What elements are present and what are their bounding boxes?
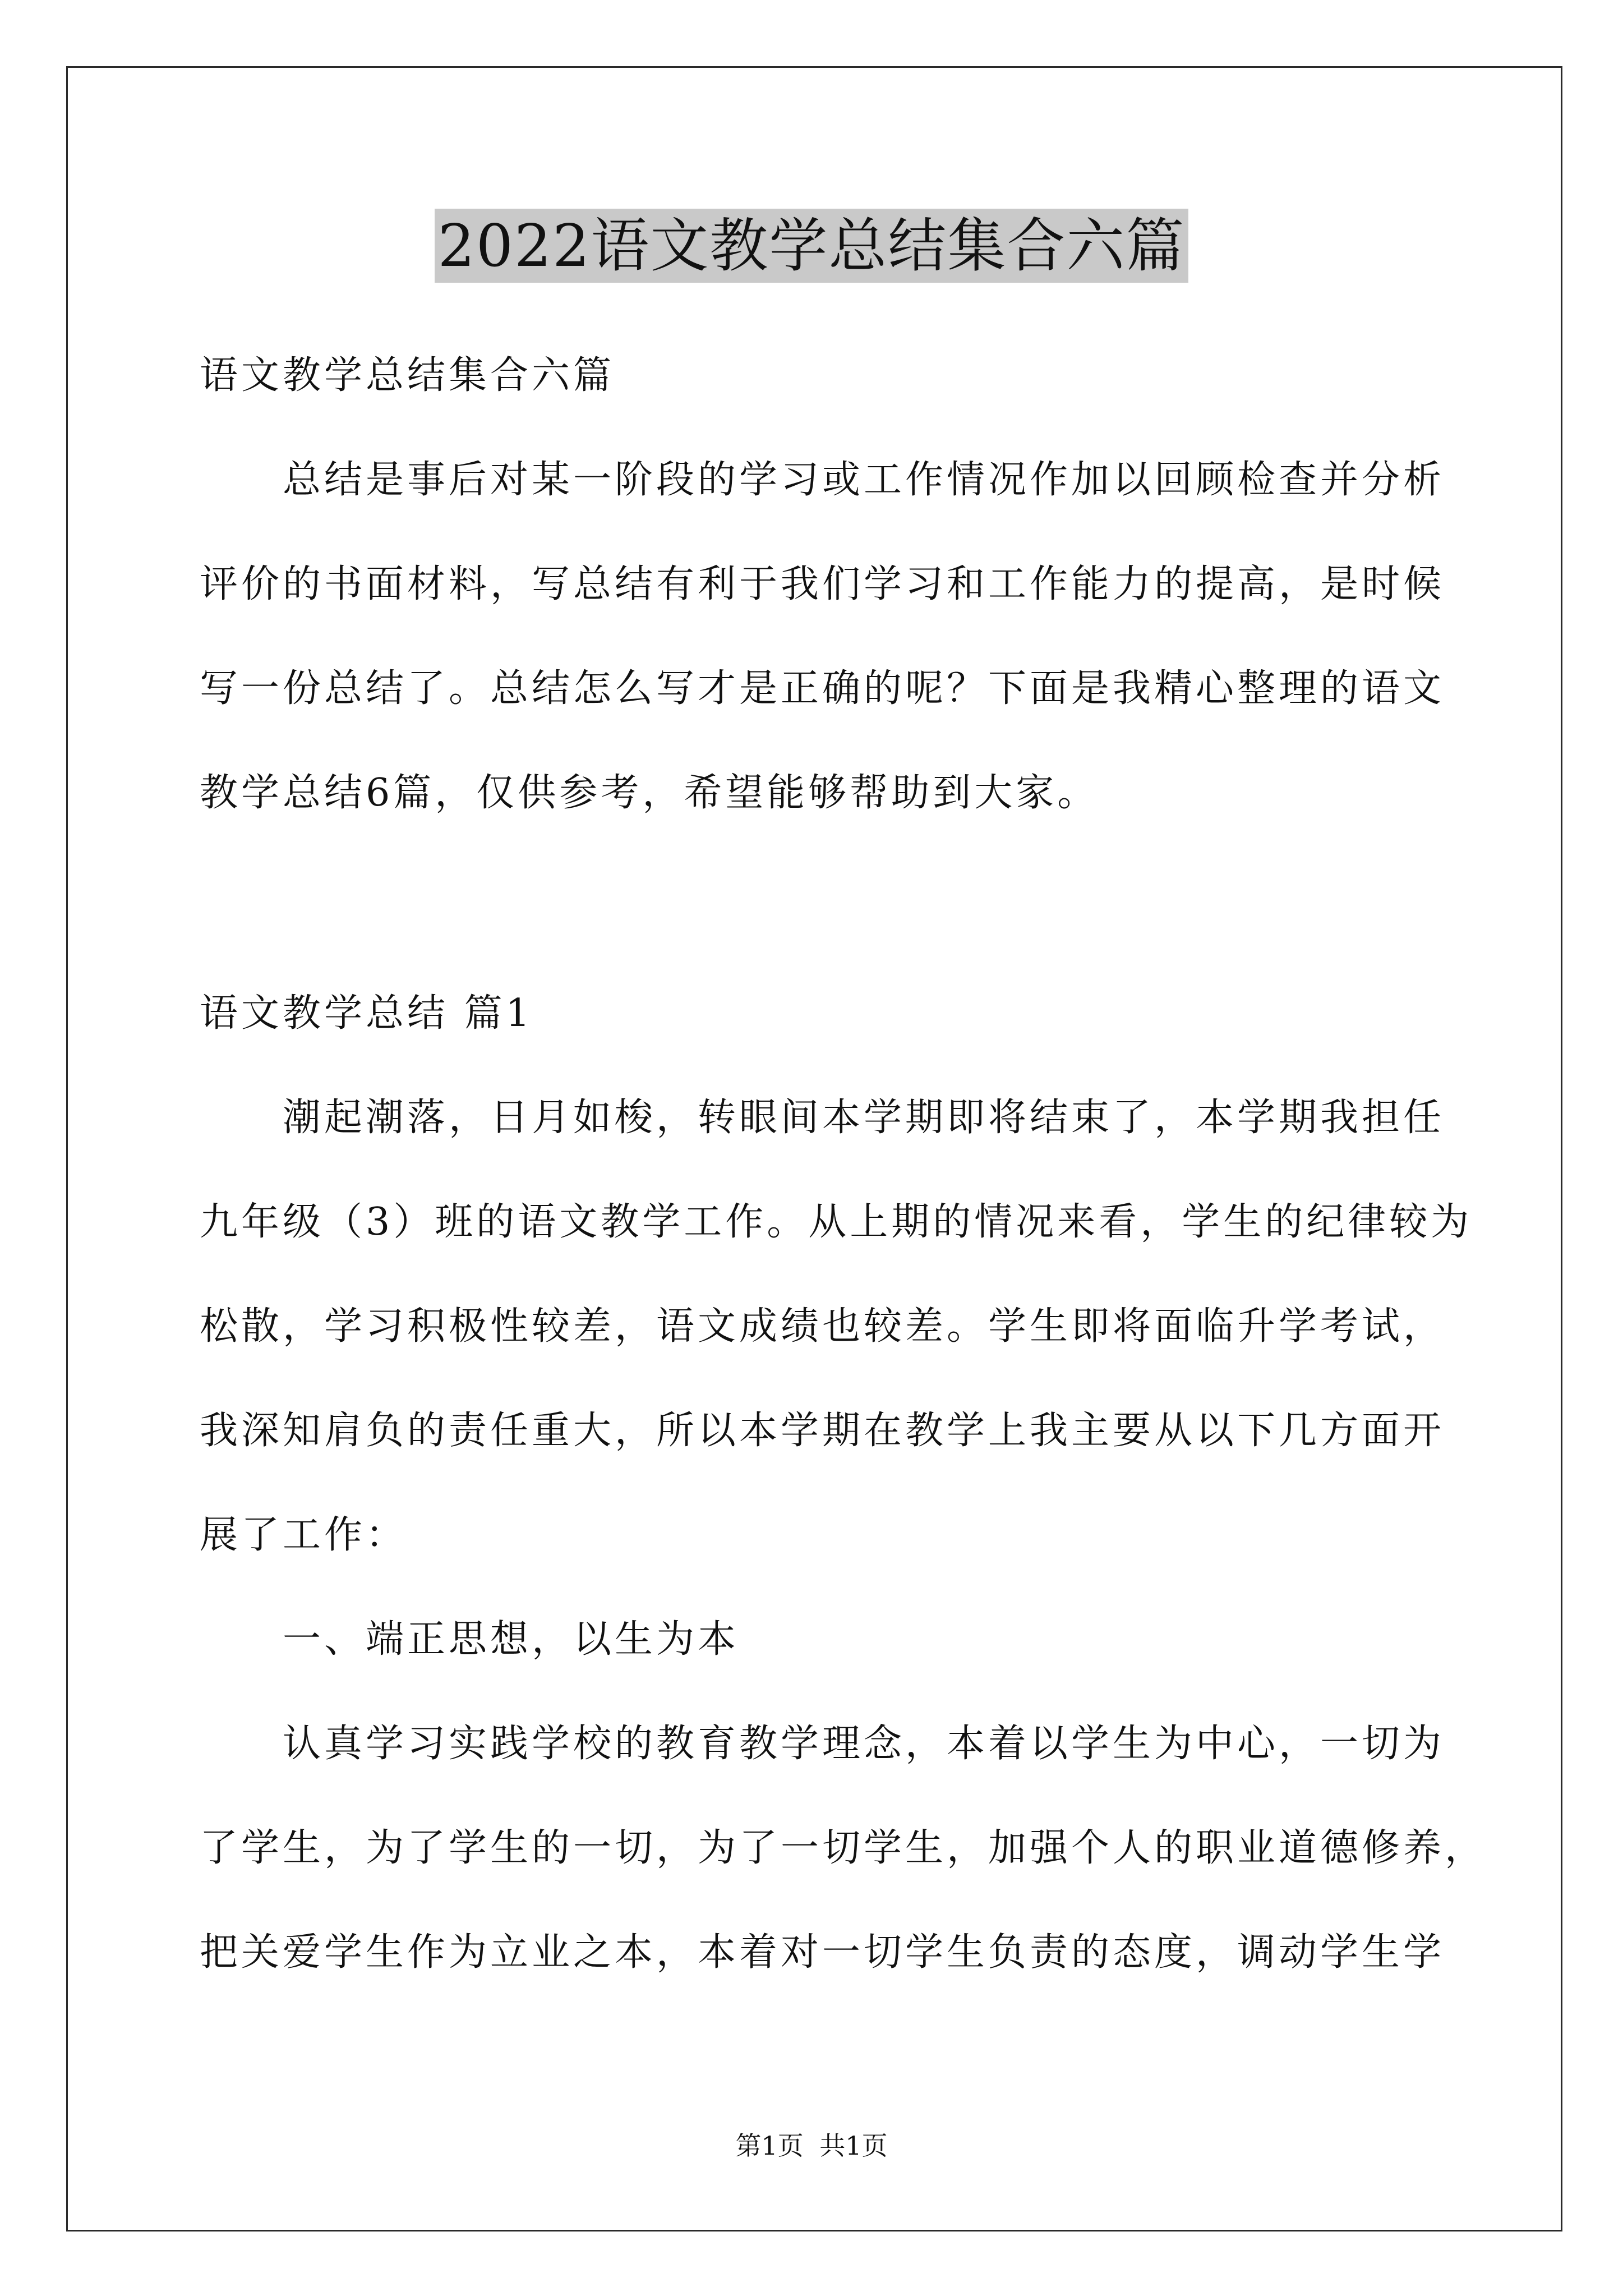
paragraph-line: 认真学习实践学校的教育教学理念，本着以学生为中心，一切为 — [200, 1722, 1445, 1766]
subsection-heading: 一、端正思想，以生为本 — [200, 1617, 740, 1662]
paragraph-line: 把关爱学生作为立业之本，本着对一切学生负责的态度，调动学生学 — [200, 1930, 1445, 1975]
paragraph-line: 潮起潮落，日月如梭，转眼间本学期即将结束了，本学期我担任 — [200, 1096, 1445, 1140]
paragraph-line: 评价的书面材料，写总结有利于我们学习和工作能力的提高，是时候 — [200, 562, 1445, 606]
paragraph-line: 写一份总结了。总结怎么写才是正确的呢？下面是我精心整理的语文 — [200, 666, 1445, 711]
section-heading: 语文教学总结 篇1 — [200, 991, 533, 1036]
page-footer: 第1页 共1页 — [735, 2131, 888, 2161]
paragraph-line: 九年级（3）班的语文教学工作。从上期的情况来看，学生的纪律较为 — [200, 1200, 1473, 1244]
paragraph-line: 总结是事后对某一阶段的学习或工作情况作加以回顾检查并分析 — [200, 458, 1445, 502]
paragraph-line: 了学生，为了学生的一切，为了一切学生，加强个人的职业道德修养， — [200, 1826, 1487, 1870]
document-title: 2022语文教学总结集合六篇 — [435, 209, 1189, 283]
paragraph-line: 我深知肩负的责任重大，所以本学期在教学上我主要从以下几方面开 — [200, 1409, 1445, 1453]
paragraph-line: 展了工作： — [200, 1513, 408, 1557]
title-container — [0, 209, 1623, 283]
paragraph-line: 教学总结6篇，仅供参考，希望能够帮助到大家。 — [200, 771, 1099, 815]
doc-subtitle: 语文教学总结集合六篇 — [200, 353, 615, 398]
paragraph-line: 松散，学习积极性较差，语文成绩也较差。学生即将面临升学考试， — [200, 1304, 1445, 1349]
